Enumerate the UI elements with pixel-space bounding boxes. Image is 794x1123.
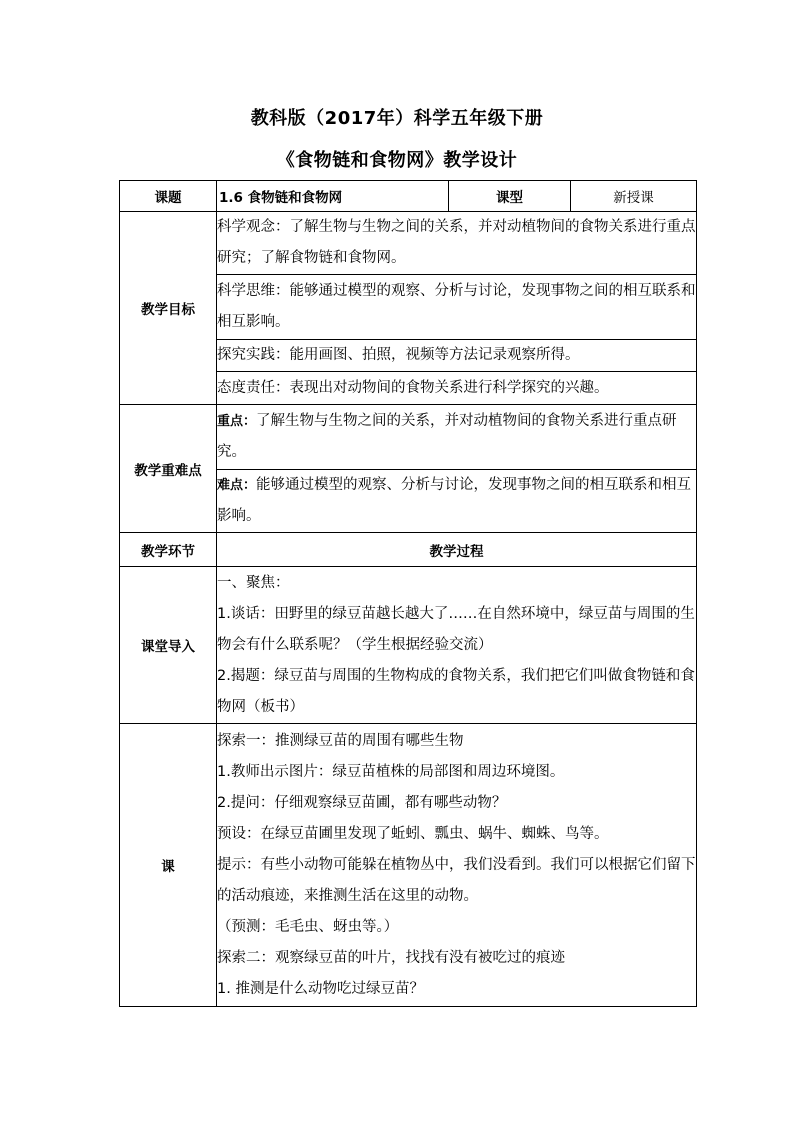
objective-item: 科学观念：了解生物与生物之间的关系，并对动植物间的食物关系进行重点研究；了解食物链和食物网。 (217, 212, 697, 275)
objectives-label: 教学目标 (120, 212, 217, 405)
key-points-label: 教学重难点 (120, 405, 217, 533)
key-point-row (120, 405, 697, 470)
lesson-label: 课 (120, 724, 217, 1007)
lesson-plan-table (119, 180, 697, 1007)
intro-line: 2.揭题：绿豆苗与周围的生物构成的食物关系，我们把它们叫做食物链和食物网（板书） (217, 667, 695, 715)
document-title: 教科版（2017年）科学五年级下册 (250, 108, 544, 129)
intro-row (120, 567, 697, 724)
lesson-line: 预设：在绿豆苗圃里发现了蚯蚓、瓢虫、蜗牛、蜘蛛、鸟等。 (217, 826, 609, 842)
lesson-line: （预测：毛毛虫、蚜虫等。） (217, 919, 399, 935)
intro-line: 1.谈话：田野里的绿豆苗越长越大了……在自然环境中，绿豆苗与周围的生物会有什么联系呢？（学生根据经验交流） (217, 605, 695, 653)
lesson-line: 提示：有些小动物可能躲在植物丛中，我们没看到。我们可以根据它们留下的活动痕迹，来推测生活在这里的动物。 (217, 857, 696, 904)
objective-row (120, 212, 697, 275)
difficult-point (217, 470, 697, 533)
topic-row (120, 181, 697, 212)
key-point-text: 了解生物与生物之间的关系，并对动植物间的食物关系进行重点研究。 (217, 413, 677, 460)
intro-line: 一、聚焦： (217, 574, 290, 591)
type-label: 课型 (449, 181, 571, 212)
lesson-row (120, 724, 697, 1007)
difficult-point-prefix: 难点： (217, 478, 257, 493)
lesson-content (217, 724, 697, 1007)
objective-item: 科学思维：能够通过模型的观察、分析与讨论，发现事物之间的相互联系和相互影响。 (217, 275, 697, 340)
key-point (217, 405, 697, 470)
lesson-line: 1. 推测是什么动物吃过绿豆苗？ (217, 981, 424, 997)
lesson-line: 2.提问：仔细观察绿豆苗圃，都有哪些动物？ (217, 795, 507, 811)
intro-content (217, 567, 697, 724)
stage-label: 教学环节 (120, 533, 217, 567)
key-point-prefix: 重点： (217, 414, 257, 429)
difficult-point-text: 能够通过模型的观察、分析与讨论，发现事物之间的相互联系和相互影响。 (217, 477, 692, 524)
topic-value: 1.6 食物链和食物网 (217, 181, 449, 212)
type-value: 新授课 (571, 181, 697, 212)
intro-label: 课堂导入 (120, 567, 217, 724)
lesson-line: 1.教师出示图片：绿豆苗植株的局部图和周边环境图。 (217, 764, 565, 780)
objective-item: 态度责任：表现出对动物间的食物关系进行科学探究的兴趣。 (217, 372, 697, 405)
objective-item: 探究实践：能用画图、拍照，视频等方法记录观察所得。 (217, 340, 697, 372)
lesson-line: 探索一：推测绿豆苗的周围有哪些生物 (217, 733, 464, 749)
process-label: 教学过程 (217, 533, 697, 567)
process-header-row (120, 533, 697, 567)
topic-label: 课题 (120, 181, 217, 212)
document-subtitle: 《食物链和食物网》教学设计 (276, 150, 518, 171)
lesson-line: 探索二：观察绿豆苗的叶片，找找有没有被吃过的痕迹 (217, 950, 565, 966)
